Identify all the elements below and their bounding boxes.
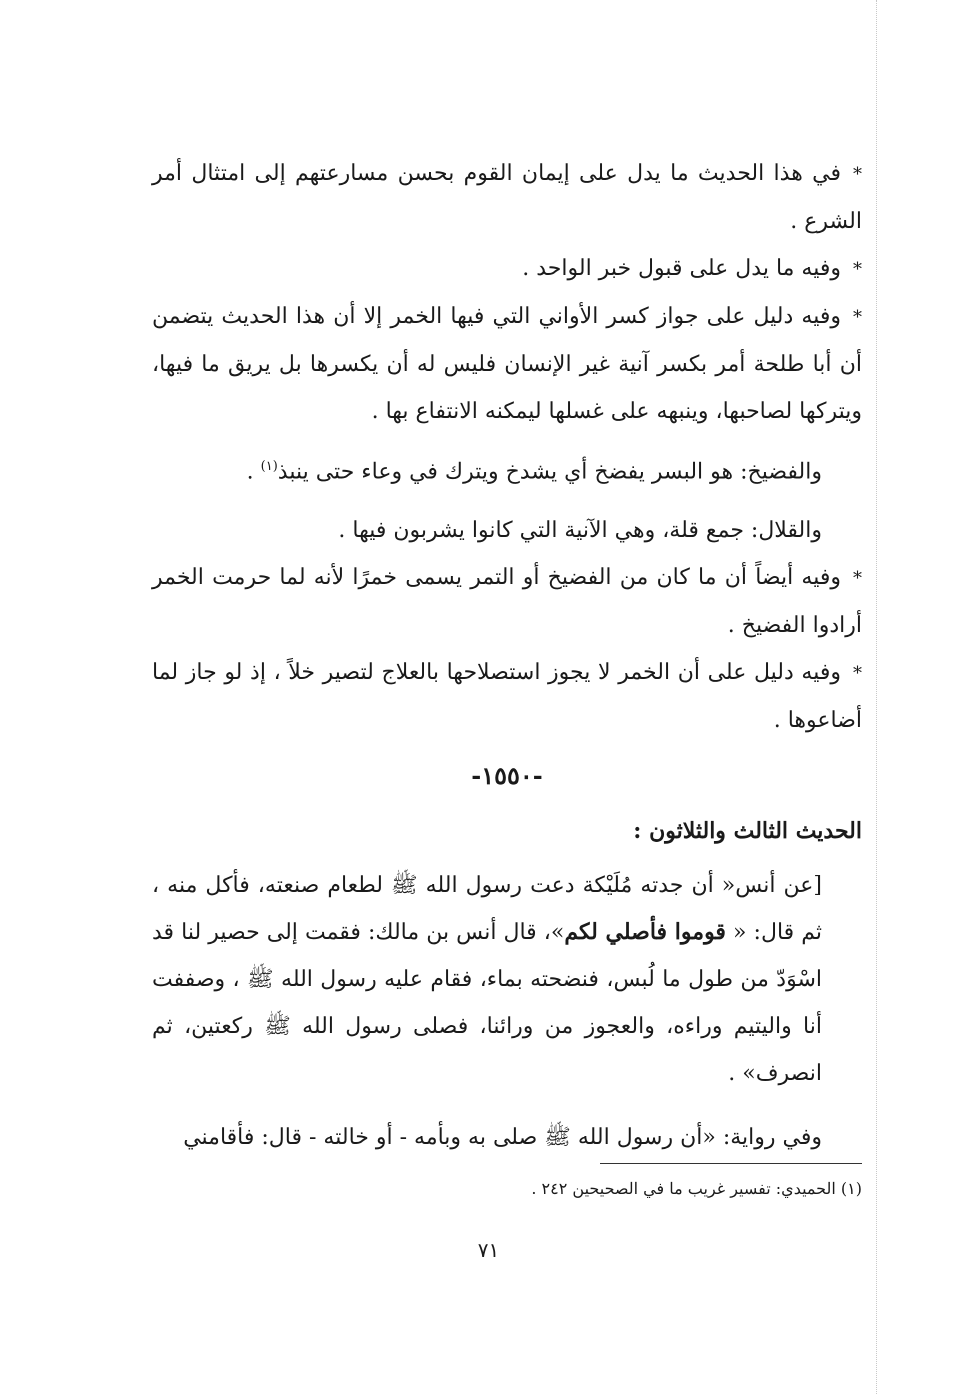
- paragraph-7-text: وفيه دليل على أن الخمر لا يجوز استصلاحها بالعلاج لتصير خلاً ، إذ لو جاز لما أضاعوها .: [152, 660, 862, 734]
- riwaya-line: [152, 1114, 862, 1161]
- hadith-number-separator: -١٥٥٠-: [471, 761, 543, 790]
- footnote-reference: (١): [260, 459, 278, 474]
- bullet-star-icon: *: [853, 663, 862, 685]
- hadith-quote: قوموا فأصلي لكم: [564, 919, 726, 945]
- commentary-section: [152, 150, 862, 744]
- hadith-paragraph: [152, 862, 862, 1097]
- paragraph-4-end: .: [246, 459, 261, 485]
- hadith-heading: الحديث الثالث والثلاثون :: [633, 818, 862, 844]
- paragraph-5: [152, 507, 862, 554]
- bullet-star-icon: *: [853, 259, 862, 280]
- page-number: ٧١: [477, 1238, 500, 1262]
- paragraph-1-text: في هذا الحديث ما يدل على إيمان القوم بحسن مسارعتهم إلى امتثال أمر الشرع .: [152, 161, 862, 234]
- paragraph-6: [152, 554, 862, 649]
- paragraph-3: [152, 293, 862, 435]
- footnote-divider: [600, 1163, 862, 1164]
- paragraph-2-text: وفيه ما يدل على قبول خبر الواحد .: [522, 256, 841, 281]
- paragraph-4: [152, 443, 862, 495]
- paragraph-2: [152, 245, 862, 293]
- bullet-star-icon: *: [853, 568, 862, 590]
- margin-dotted-line: [876, 0, 877, 1394]
- paragraph-4-text: والفضيخ: هو البسر يفضخ أي يشدخ ويترك في وعاء حتى ينبذ: [277, 459, 822, 485]
- paragraph-5-text: والقلال: جمع قلة، وهي الآنية التي كانوا يشربون فيها .: [338, 518, 822, 544]
- bullet-star-icon: *: [853, 307, 862, 328]
- bullet-star-icon: *: [853, 164, 862, 185]
- hadith-text: [152, 862, 862, 1097]
- footnote: (١) الحميدي: تفسير غريب ما في الصحيحين ٢٤٢ .: [531, 1179, 862, 1198]
- hadith-part-2: »، قال أنس بن مالك: فقمت إلى حصير لنا قد اسْوَدّ من طول ما لُبس، فنضحته بماء، فقام عليه رسول الله ﷺ ، وصففت أنا واليتيم وراءه، والعجوز من ورائنا، فصلى رسول الله ﷺ ركعتين، ثم انصرف» .: [152, 920, 822, 1086]
- hadith-part-1: [عن أنس« أن جدته مُلَيْكة دعت رسول الله ﷺ لطعام صنعته، فأكل منه ، ثم قال: «: [152, 873, 822, 945]
- riwaya-text: وفي رواية: «أن رسول الله ﷺ صلى به وبأمه - أو خالته - قال: فأقامني: [183, 1125, 822, 1150]
- paragraph-6-text: وفيه أيضاً أن ما كان من الفضيخ أو التمر يسمى خمرًا لأنه لما حرمت الخمر أرادوا الفضيخ .: [152, 565, 862, 639]
- paragraph-3-text: وفيه دليل على جواز كسر الأواني التي فيها الخمر إلا أن هذا الحديث يتضمن أن أبا طلحة أمر بكسر آنية غير الإنسان فليس له أن يكسرها بل يريق ما فيها، ويتركها لصاحبها، وينبهه على غسلها ليمكنه الانتفاع بها .: [152, 304, 862, 424]
- paragraph-7: [152, 649, 862, 744]
- paragraph-1: [152, 150, 862, 245]
